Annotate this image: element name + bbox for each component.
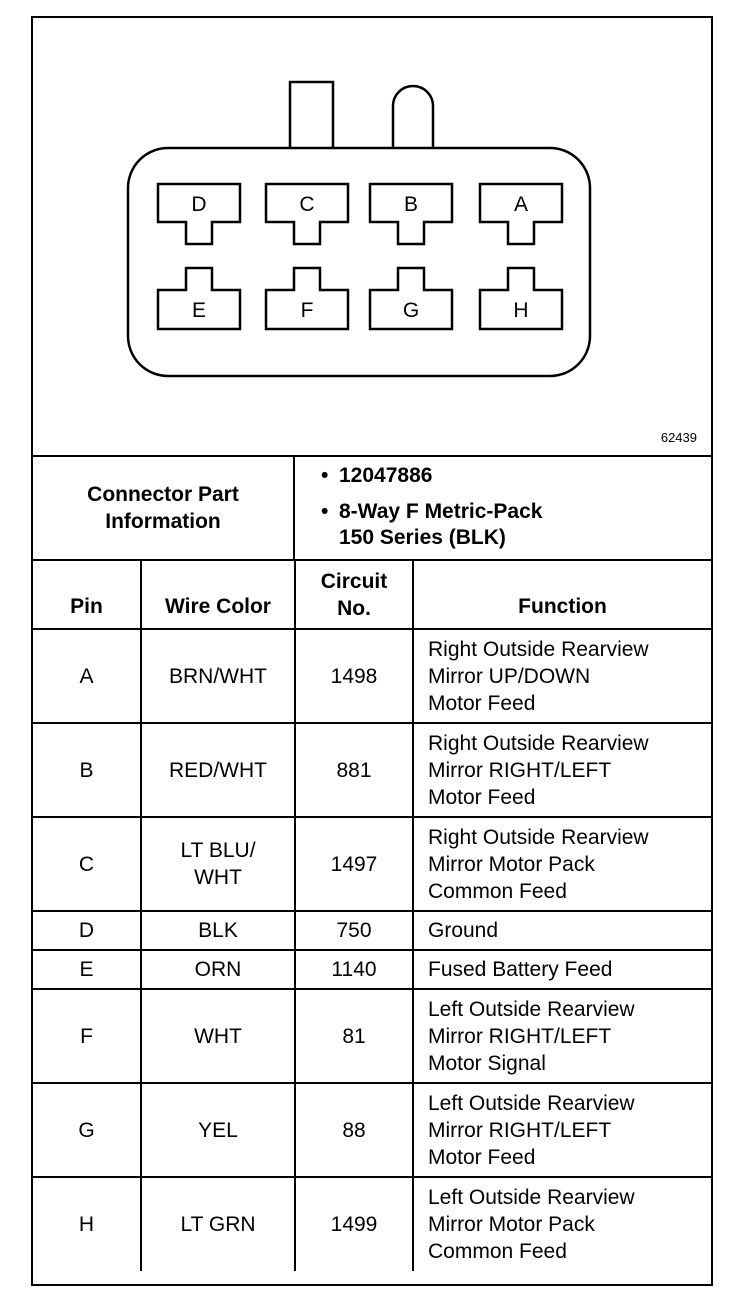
part-info-label-line1: Connector Part — [87, 483, 239, 506]
pin-cell-line: C — [78, 852, 95, 876]
circuit-no-cell — [295, 723, 413, 817]
pin-cell — [33, 1083, 141, 1177]
connector-diagram — [33, 18, 711, 457]
pin-cell — [33, 629, 141, 723]
connector-tab-square — [290, 82, 333, 148]
pin-cell — [33, 950, 141, 989]
wire-color-cell — [141, 817, 295, 911]
wire-color-cell-line: WHT — [194, 1024, 242, 1048]
function-cell-line: Mirror UP/DOWN — [428, 664, 591, 688]
pin-cell-line: E — [79, 958, 94, 981]
wire-color-cell — [141, 629, 295, 723]
pin-cell-line: H — [78, 1213, 95, 1236]
wire-color-cell-line: WHT — [194, 866, 242, 889]
wire-color-cell — [141, 1083, 295, 1177]
pin-cell-line: G — [78, 1118, 95, 1142]
wire-color-cell — [141, 911, 295, 950]
bullet-icon: • — [321, 464, 329, 487]
pin-cell — [33, 817, 141, 911]
circuit-no-cell — [295, 1083, 413, 1177]
pinout-row — [33, 989, 711, 1083]
figure-id: 62439 — [660, 430, 697, 445]
function-cell — [413, 989, 711, 1083]
function-cell-line: Mirror RIGHT/LEFT — [428, 1024, 612, 1048]
pinout-row — [33, 1083, 711, 1177]
function-cell-line: Right Outside Rearview — [428, 825, 649, 849]
circuit-no-cell-line: 1497 — [330, 852, 378, 876]
circuit-no-cell-line: 1499 — [330, 1213, 378, 1236]
connector-sheet — [31, 16, 713, 1286]
circuit-no-cell — [295, 950, 413, 989]
pinout-row — [33, 950, 711, 989]
pinout-row — [33, 723, 711, 817]
header-pin: Pin — [33, 561, 141, 629]
pin-cell-line: B — [79, 758, 94, 782]
function-cell-line: Mirror Motor Pack — [428, 1213, 595, 1236]
function-cell-line: Left Outside Rearview — [428, 1186, 635, 1209]
header-circuit-no — [295, 561, 413, 629]
circuit-no-cell-line: 88 — [342, 1118, 366, 1142]
function-cell — [413, 1177, 711, 1271]
pinout-row — [33, 911, 711, 950]
pin-cell — [33, 911, 141, 950]
function-cell-line: Common Feed — [428, 879, 567, 903]
function-cell — [413, 1083, 711, 1177]
connector-face-drawing — [33, 18, 711, 455]
function-cell-line: Left Outside Rearview — [428, 997, 635, 1021]
function-cell-line: Common Feed — [428, 1240, 567, 1263]
pin-cavity-label: B — [403, 193, 419, 216]
circuit-no-cell-line: 81 — [342, 1024, 366, 1048]
pin-cell — [33, 989, 141, 1083]
function-cell-line: Mirror Motor Pack — [428, 852, 595, 876]
pin-cell-line: A — [79, 664, 94, 688]
wire-color-cell-line: YEL — [198, 1118, 238, 1142]
circuit-no-cell — [295, 989, 413, 1083]
part-description-line2: 150 Series (BLK) — [339, 526, 506, 549]
circuit-no-cell — [295, 629, 413, 723]
header-circuit-line1: Circuit — [320, 570, 388, 593]
wire-color-cell-line: ORN — [194, 958, 242, 981]
pinout-row — [33, 1177, 711, 1271]
circuit-no-cell-line: 881 — [336, 758, 372, 782]
bullet-icon: • — [321, 500, 329, 523]
pin-cavity-label: C — [299, 193, 315, 216]
function-cell — [413, 629, 711, 723]
circuit-no-cell-line: 750 — [336, 919, 372, 942]
wire-color-cell-line: LT BLU/ — [180, 839, 256, 862]
circuit-no-cell — [295, 1177, 413, 1271]
header-wire-color: Wire Color — [141, 561, 295, 629]
header-circuit-line2: No. — [337, 597, 371, 620]
circuit-no-cell-line: 1498 — [330, 664, 378, 688]
pin-cavity-label: G — [402, 299, 420, 322]
function-cell — [413, 723, 711, 817]
function-cell-line: Right Outside Rearview — [428, 637, 649, 661]
pin-cavity-label: H — [513, 299, 529, 322]
pinout-table — [33, 561, 711, 1271]
function-cell-line: Left Outside Rearview — [428, 1091, 635, 1115]
function-cell-line: Mirror RIGHT/LEFT — [428, 758, 612, 782]
part-info-label — [33, 457, 295, 559]
function-cell-line: Motor Feed — [428, 1145, 536, 1169]
function-cell-line: Motor Feed — [428, 691, 536, 715]
function-cell-line: Fused Battery Feed — [428, 958, 613, 981]
circuit-no-cell — [295, 817, 413, 911]
wire-color-cell-line: LT GRN — [180, 1213, 256, 1236]
function-cell-line: Mirror RIGHT/LEFT — [428, 1118, 612, 1142]
pinout-rows — [33, 629, 711, 1271]
function-cell — [413, 911, 711, 950]
wire-color-cell — [141, 1177, 295, 1271]
pin-cell-line: F — [80, 1024, 93, 1048]
function-cell-line: Motor Signal — [428, 1051, 546, 1075]
part-info-details — [295, 457, 711, 559]
pin-cavity-label: F — [300, 299, 314, 322]
wire-color-cell-line: BLK — [198, 919, 238, 942]
connector-body — [128, 148, 590, 376]
pin-cell — [33, 723, 141, 817]
part-info-label-line2: Information — [105, 510, 221, 533]
circuit-no-cell-line: 1140 — [331, 958, 377, 981]
pin-cavity-label: D — [191, 193, 207, 216]
wire-color-cell — [141, 950, 295, 989]
wire-color-cell-line: BRN/WHT — [169, 664, 267, 688]
wire-color-cell-line: RED/WHT — [169, 758, 267, 782]
circuit-no-cell — [295, 911, 413, 950]
wire-color-cell — [141, 989, 295, 1083]
pin-cell-line: D — [78, 919, 95, 942]
part-description-line1: 8-Way F Metric-Pack — [339, 500, 543, 523]
header-function: Function — [413, 561, 711, 629]
function-cell-line: Ground — [428, 919, 499, 942]
pin-cavity-label: A — [513, 193, 529, 216]
pinout-row — [33, 629, 711, 723]
function-cell-line: Motor Feed — [428, 785, 536, 809]
pinout-header-row — [33, 561, 711, 629]
wire-color-cell — [141, 723, 295, 817]
pin-cell — [33, 1177, 141, 1271]
pinout-row — [33, 817, 711, 911]
function-cell-line: Right Outside Rearview — [428, 731, 649, 755]
pin-cavity-label: E — [191, 299, 207, 322]
function-cell — [413, 950, 711, 989]
part-number: 12047886 — [339, 464, 433, 487]
connector-part-information — [33, 457, 711, 561]
function-cell — [413, 817, 711, 911]
connector-tab-round — [393, 86, 433, 148]
